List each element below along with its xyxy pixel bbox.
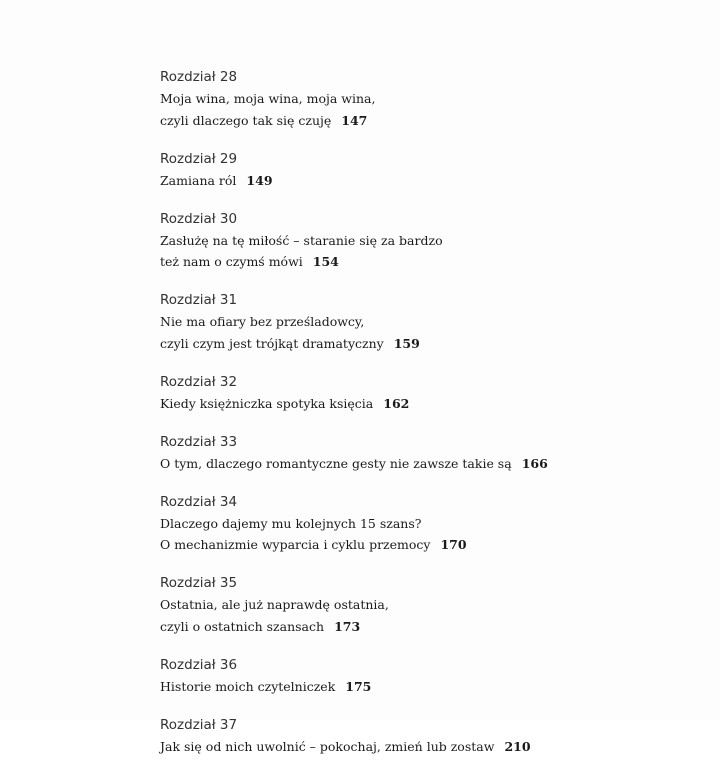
toc-entry-32	[160, 371, 700, 415]
toc-entry-36	[160, 654, 700, 698]
chapter-heading: Rozdział 30	[160, 210, 238, 227]
toc-entry-30	[160, 208, 700, 273]
toc-entry-29	[160, 148, 700, 192]
chapter-heading: Rozdział 28	[160, 69, 238, 85]
page-number: 166	[521, 455, 548, 471]
chapter-heading: Rozdział 35	[160, 575, 238, 591]
chapter-title-text: Kiedy księżniczka spotyka księcia	[160, 395, 374, 411]
page-number: 147	[341, 112, 368, 128]
chapter-title-text: czyli o ostatnich szansach	[160, 618, 325, 634]
chapter-title-text: Historie moich czytelniczek	[160, 678, 336, 694]
toc-entry-37	[160, 714, 700, 758]
chapter-title-text: czyli dlaczego tak się czuję	[160, 112, 332, 128]
chapter-title-text: O mechanizmie wyparcia i cyklu przemocy	[160, 537, 431, 552]
chapter-heading: Rozdział 32	[160, 373, 238, 390]
chapter-title-line: Nie ma ofiary bez prześladowcy,	[160, 314, 365, 329]
page-number: 173	[334, 618, 361, 634]
chapter-title-line	[160, 534, 700, 556]
chapter-heading: Rozdział 37	[160, 716, 238, 733]
chapter-title-text: Zamiana ról	[160, 172, 237, 188]
toc-entry-28	[160, 66, 700, 131]
chapter-title-line	[160, 333, 700, 355]
page-number: 175	[345, 678, 372, 694]
chapter-title-line	[160, 736, 700, 758]
page-number: 154	[312, 254, 339, 269]
page-number: 149	[246, 172, 273, 188]
chapter-heading: Rozdział 36	[160, 656, 238, 673]
chapter-title-text: też nam o czymś mówi	[160, 254, 303, 269]
chapter-title-line: Ostatnia, ale już naprawdę ostatnia,	[160, 597, 389, 612]
chapter-title-line: Dlaczego dajemy mu kolejnych 15 szans?	[160, 515, 422, 531]
chapter-title-line: Moja wina, moja wina, moja wina,	[160, 91, 376, 106]
chapter-title-line: Zasłużę na tę miłość – staranie się za bardzo	[160, 232, 443, 248]
chapter-heading: Rozdział 34	[160, 493, 238, 510]
page-number: 162	[383, 395, 410, 411]
page-number: 210	[504, 738, 531, 754]
toc-entry-34	[160, 491, 700, 556]
page-number: 159	[393, 335, 420, 351]
chapter-title-text: czyli czym jest trójkąt dramatyczny	[160, 335, 384, 351]
chapter-heading: Rozdział 29	[160, 150, 238, 167]
chapter-title-line	[160, 170, 700, 192]
chapter-title-line	[160, 616, 700, 638]
chapter-title-line	[160, 393, 700, 415]
chapter-title-line	[160, 251, 700, 273]
chapter-heading: Rozdział 33	[160, 433, 238, 450]
chapter-heading: Rozdział 31	[160, 292, 238, 308]
chapter-title-line	[160, 110, 700, 132]
toc-entry-33	[160, 431, 700, 475]
chapter-title-line	[160, 676, 700, 698]
chapter-title-line	[160, 453, 700, 475]
toc-entry-35	[160, 572, 700, 637]
chapter-title-text: Jak się od nich uwolnić – pokochaj, zmień lub zostaw	[160, 738, 495, 754]
page-number: 170	[440, 537, 467, 552]
chapter-title-text: O tym, dlaczego romantyczne gesty nie zawsze takie są	[160, 455, 512, 471]
toc-entry-31	[160, 289, 700, 354]
table-of-contents	[160, 66, 700, 774]
